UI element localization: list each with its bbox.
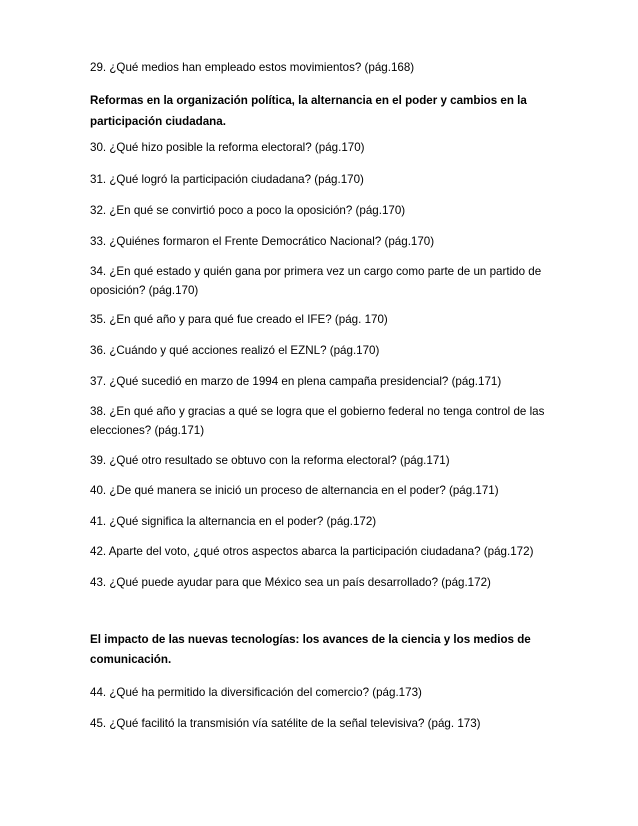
question-32: 32. ¿En qué se convirtió poco a poco la oposición? (pág.170) [90,204,406,217]
question-30: 30. ¿Qué hizo posible la reforma electoral? (pág.170) [90,141,365,154]
question-38-line-2: elecciones? (pág.171) [90,424,205,437]
section-heading-tecnologias-line-2: comunicación. [90,653,172,666]
question-39: 39. ¿Qué otro resultado se obtuvo con la reforma electoral? (pág.171) [90,454,450,467]
question-43: 43. ¿Qué puede ayudar para que México sea un país desarrollado? (pág.172) [90,576,491,589]
question-29: 29. ¿Qué medios han empleado estos movimientos? (pág.168) [90,61,415,74]
question-42: 42. Aparte del voto, ¿qué otros aspectos abarca la participación ciudadana? (pág.172) [90,545,534,558]
question-41: 41. ¿Qué significa la alternancia en el poder? (pág.172) [90,515,377,528]
question-45: 45. ¿Qué facilitó la transmisión vía satélite de la señal televisiva? (pág. 173) [90,717,481,730]
section-heading-reformas-line-2: participación ciudadana. [90,115,226,128]
question-34-line-2: oposición? (pág.170) [90,284,199,297]
question-35: 35. ¿En qué año y para qué fue creado el IFE? (pág. 170) [90,313,388,326]
question-40: 40. ¿De qué manera se inició un proceso de alternancia en el poder? (pág.171) [90,484,499,497]
section-heading-reformas-line-1: Reformas en la organización política, la alternancia en el poder y cambios en la [90,94,527,107]
question-31: 31. ¿Qué logró la participación ciudadana? (pág.170) [90,173,364,186]
section-heading-tecnologias-line-1: El impacto de las nuevas tecnologías: los avances de la ciencia y los medios de [90,633,531,646]
question-44: 44. ¿Qué ha permitido la diversificación del comercio? (pág.173) [90,686,422,699]
question-33: 33. ¿Quiénes formaron el Frente Democrático Nacional? (pág.170) [90,235,435,248]
question-37: 37. ¿Qué sucedió en marzo de 1994 en plena campaña presidencial? (pág.171) [90,375,502,388]
question-34-line-1: 34. ¿En qué estado y quién gana por primera vez un cargo como parte de un partido de [90,265,542,278]
question-38-line-1: 38. ¿En qué año y gracias a qué se logra que el gobierno federal no tenga control de las [90,405,545,418]
question-36: 36. ¿Cuándo y qué acciones realizó el EZNL? (pág.170) [90,344,380,357]
